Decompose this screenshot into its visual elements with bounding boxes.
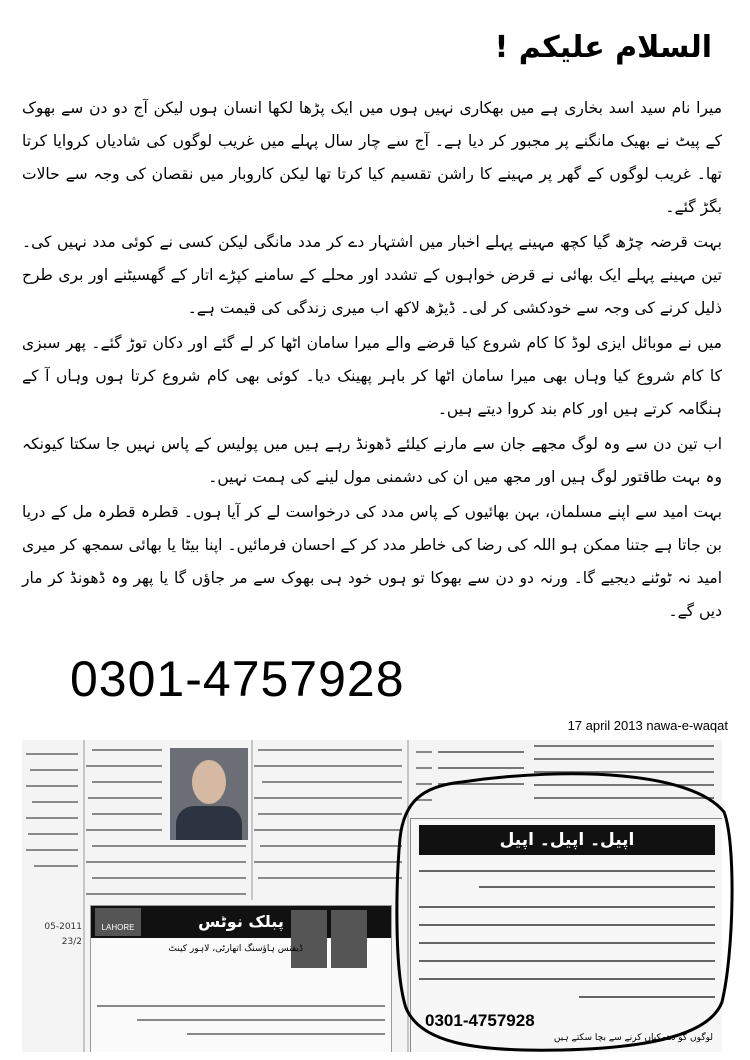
public-notice-box xyxy=(90,905,392,1052)
notice-body-lines xyxy=(97,1000,385,1050)
paragraph: بہت امید سے اپنے مسلمان، بہن بھائیوں کے پاس مدد کی درخواست لے کر آیا ہوں۔ قطرہ قطرہ مل کے دریا بن جاتا ہے جتنا ممکن ہو اللہ کی رضا کی خاطر مدد کر کے احسان فرمائیں۔ اپنا بیٹا یا بھائی سمجھ کر میری امید نہ ٹوٹنے دیجیے گا۔ ورنہ دو دن سے بھوکا تو ہوں خود ہی بھوک سے مر جاؤں گا یا پھر وہ ڈھونڈ کر مار دیں گے۔ xyxy=(22,503,722,620)
paragraph: میں نے موبائل ایزی لوڈ کا کام شروع کیا قرضے والے میرا سامان اٹھا کر لے گئے اور دکان توڑ گئے۔ پھر سبزی کا کام شروع کیا وہاں بھی میرا سامان اٹھا کر باہر پھینک دیا۔ کوئی بھی کام شروع کرتا ہوں وہاں آ کے ہنگامہ کرتے ہیں اور کام بند کروا دیتے ہیں۔ xyxy=(22,334,722,418)
paragraph: بہت قرضہ چڑھ گیا کچھ مہینے پہلے اخبار میں اشتہار دے کر مدد مانگی لیکن کسی نے کوئی مدد نہیں کی۔ تین مہینے پہلے ایک بھائی نے قرض خواہوں کے تشدد اور محلے کے سامنے کپڑے اتار کے گھسیٹنے اور بری طرح ذلیل کرنے کی وجہ سے خودکشی کر لی۔ ڈیڑھ لاکھ اب میری زندگی کی قیمت ہے۔ xyxy=(22,233,722,317)
notice-photo xyxy=(331,910,367,968)
clipping-ref: 23/2 xyxy=(61,937,82,947)
appeal-title: اپیل۔ اپیل۔ اپیل xyxy=(419,825,715,855)
portrait-suit xyxy=(176,806,242,840)
portrait-photo xyxy=(170,748,248,840)
appeal-closing: لوگوں کو دھمکیاں کرنے سے بچا سکتے ہیں xyxy=(553,1033,713,1043)
notice-subtitle: ڈیفنس ہاؤسنگ اتھارٹی، لاہور کینٹ xyxy=(168,944,303,954)
hand-drawn-circle xyxy=(392,772,738,1054)
portrait-face xyxy=(192,760,226,804)
notice-photo xyxy=(291,910,327,968)
paragraph: میرا نام سید اسد بخاری ہے میں بھکاری نہیں ہوں میں ایک پڑھا لکھا انسان ہوں لیکن آج دو دن سے بھوک کے پیٹ نے بھیک مانگنے پر مجبور کر دیا ہے۔ آج سے چار سال پہلے میں غریب لوگوں کی شادیاں کروایا کرتا تھا۔ غریب لوگوں کے گھر پر مہینے کا راشن تقسیم کیا کرتا تھا لیکن کاروبار میں نقصان کی وجہ سے حالات بگڑ گئے۔ xyxy=(22,99,722,216)
phone-number: 0301-4757928 xyxy=(70,651,405,707)
paragraph: اب تین دن سے وہ لوگ مجھے جان سے مارنے کیلئے ڈھونڈ رہے ہیں میں پولیس کے پاس نہیں جا سکتا کیونکہ وہ بہت طاقتور لوگ ہیں اور مجھ میں ان کی دشمنی مول لینے کی ہمت نہیں۔ xyxy=(22,435,722,486)
dha-logo: LAHORE xyxy=(95,908,141,936)
clipping-date: 05-2011 xyxy=(44,922,82,932)
notice-title: پبلک نوٹس xyxy=(91,906,391,938)
appeal-phone: 0301-4757928 xyxy=(425,1011,535,1030)
clipping-caption: 17 april 2013 nawa-e-waqat xyxy=(567,718,728,733)
greeting-heading: السلام علیکم ! xyxy=(494,30,712,65)
letter-body xyxy=(22,92,722,630)
